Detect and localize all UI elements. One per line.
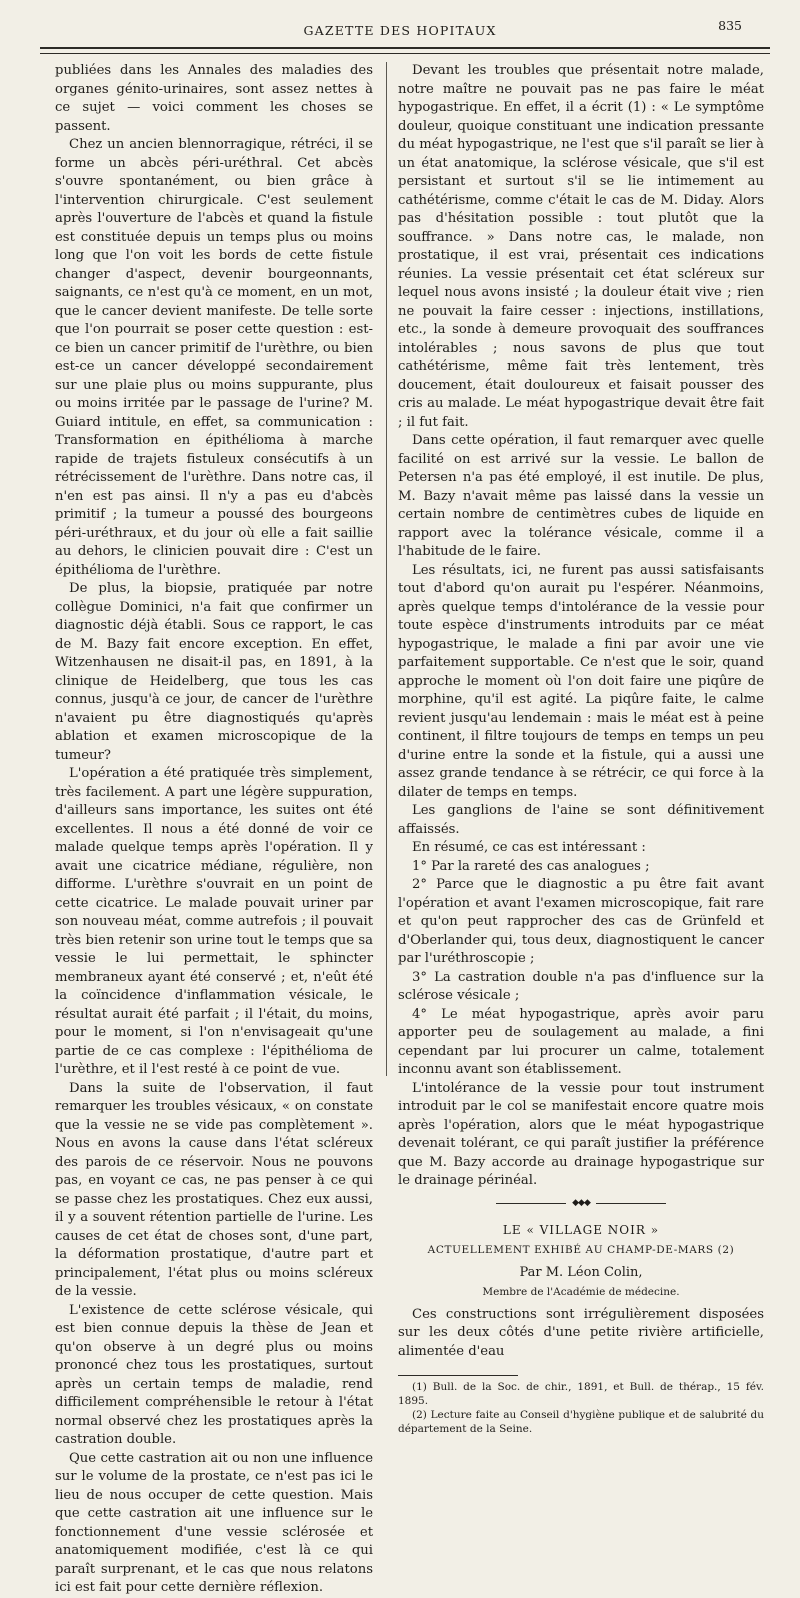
right-paragraph-1: Devant les troubles que présentait notre malade, notre maître ne pouvait pas ne pas faire le méat hypogastrique. En effet, il a écrit (1) : « Le symptôme douleur, quoique constituant une indication pressante du méat hypogastrique, ne l'est que s'il paraît se lier à un état anatomique, la sclérose vésicale, que s'il est persistant et surtout s'il se lie intimement au cathétérisme, comme c'était le cas de M. Diday. Alors pas d'hésitation possible : tout plutôt que la souffrance. » Dans notre cas, le malade, non prostatique, il est vrai, présentait ces indications réunies. La vessie présentait cet état scléreux sur lequel nous avons insisté ; la douleur était vive ; rien ne pouvait la faire cesser : injections, instillations, etc., la sonde à demeure provoquait des souffrances intolérables ; nous savons de plus que tout cathétérisme, même fait très lentement, très doucement, était douloureux et faisait pousser des cris au malade. Le méat hypogastrique devait être fait ; il fut fait. [398,63,764,430]
separator-line-left [496,1203,566,1204]
summary-item-4: 4° Le méat hypogastrique, après avoir paru apporter peu de soulagement au malade, a fini cependant par lui procurer un calme, totalement inconnu avant son établissement. [398,1006,764,1077]
left-paragraph-5: Dans la suite de l'observation, il faut remarquer les troubles vésicaux, « on constate que la vessie ne se vide pas complètement ». Nous en avons la cause dans l'état scléreux des parois de ce réservoir. Nous ne pouvons pas, en voyant ce cas, ne pas penser à ce qui se passe chez les prostatiques. Chez eux aussi, il y a souvent rétention partielle de l'urine. Les causes de cet état de choses sont, d'une part, la déformation prostatique, d'autre part et principalement, l'état plus ou moins scléreux de la vessie. [55,1080,373,1299]
header-rule-thin [40,53,770,54]
right-paragraph-4: Les ganglions de l'aine se sont définitivement affaissés. [398,803,764,837]
summary-item-1: 1° Par la rareté des cas analogues ; [412,858,650,874]
section-separator [398,1198,764,1209]
left-paragraph-7: Que cette castration ait ou non une influence sur le volume de la prostate, ce n'est pas ici le lieu de nous occuper de cette question. Mais que cette castration ait une influence sur le fonctionnement d'une vessie sclérosée et anatomiquement modifiée, c'est là ce qui paraît surprenant, et le cas que nous relatons ici est fait pour cette dernière réflexion. [55,1450,373,1595]
summary-item-2: 2° Parce que le diagnostic a pu être fait avant l'opération et avant l'examen microscopique, fait rare et qu'on peut rapprocher des cas de Grünfeld et d'Oberlander qui, tous deux, diagnostiquent le cancer par l'uréthroscopie ; [398,877,764,966]
header-rule-thick [40,47,770,49]
article-author: Par M. Léon Colin, [519,1264,643,1280]
left-paragraph-4: L'opération a été pratiquée très simplement, très facilement. A part une légère suppuration, d'ailleurs sans importance, les suites ont été excellentes. Il nous a été donné de voir ce malade quelque temps après l'opération. Il y avait une cicatrice médiane, régulière, non difforme. L'urèthre s'ouvrait en un point de cette cicatrice. Le malade pouvait uriner par son nouveau méat, comme autrefois ; il pouvait très bien retenir son urine tout le temps que sa vessie le lui permettait, le sphincter membraneux ayant été conservé ; et, n'eût été la coïncidence d'inflammation vésicale, le résultat aurait été parfait ; il l'était, du moins, pour le moment, si l'on n'envisageait qu'une partie de ce cas complexe : l'épithélioma de l'urèthre, et il l'est resté à ce point de vue. [55,766,373,1077]
article-subtitle: ACTUELLEMENT EXHIBÉ AU CHAMP-DE-MARS (2) [427,1244,735,1256]
left-paragraph-2: Chez un ancien blennorragique, rétréci, il se forme un abcès péri-uréthral. Cet abcès s'ouvre spontanément, ou bien grâce à l'intervention chirurgicale. C'est seulement après l'ouverture de l'abcès et quand la fistule est constituée depuis un temps plus ou moins long que l'on voit les bords de cette fistule changer d'aspect, devenir bourgeonnants, saignants, ce n'est qu'à ce moment, en un mot, que le cancer devient manifeste. De telle sorte que l'on pourrait se poser cette question : est-ce bien un cancer primitif de l'urèthre, ou bien est-ce un cancer développé secondairement sur une plaie plus ou moins suppurante, plus ou moins irritée par le passage de l'urine? M. Guiard intitule, en effet, sa communication : Transformation en épithélioma à marche rapide de trajets fistuleux consécutifs à un rétrécissement de l'urèthre. Dans notre cas, il n'en est pas ainsi. Il n'y a pas eu d'abcès primitif ; la tumeur a poussé des bourgeons péri-uréthraux, et du jour où elle a fait saillie au dehors, le clinicien pouvait dire : C'est un épithélioma de l'urèthre. [55,137,373,578]
article-title: LE « VILLAGE NOIR » [502,1222,660,1237]
summary-item-3: 3° La castration double n'a pas d'influence sur la sclérose vésicale ; [398,969,764,1003]
separator-line-right [596,1203,666,1204]
right-paragraph-5: En résumé, ce cas est intéressant : [412,840,646,855]
page-header [20,20,780,42]
right-column [398,62,764,1436]
journal-title: GAZETTE DES HOPITAUX [303,23,497,38]
left-column [55,62,373,1598]
footnote-rule [398,1375,518,1376]
right-paragraph-2: Dans cette opération, il faut remarquer avec quelle facilité on est arrivé sur la vessie. Le ballon de Petersen n'a pas été employé, il est inutile. De plus, M. Bazy n'avait même pas laissé dans la vessie un certain nombre de centimètres cubes de liquide en rapport avec la tolérance vésicale, comme il a l'habitude de le faire. [398,433,764,559]
footnotes [398,1380,764,1436]
footnote-1: (1) Bull. de la Soc. de chir., 1891, et Bull. de thérap., 15 fév. 1895. [398,1381,764,1407]
left-paragraph-6: L'existence de cette sclérose vésicale, qui est bien connue depuis la thèse de Jean et qu'on observe à un degré plus ou moins prononcé chez tous les prostatiques, surtout après un certain temps de maladie, rend difficilement compréhensible le retour à l'état normal observé chez les prostatiques après la castration double. [55,1302,373,1447]
left-paragraph-1: publiées dans les Annales des maladies des organes génito-urinaires, sont assez nettes à ce sujet — voici comment les choses se passent. [55,63,373,134]
separator-ornament-icon: ◆◆◆ [572,1198,590,1209]
left-paragraph-3: De plus, la biopsie, pratiquée par notre collègue Dominici, n'a fait que confirmer un diagnostic déjà établi. Sous ce rapport, le cas de M. Bazy fait encore exception. En effet, Witzenhausen ne disait-il pas, en 1891, à la clinique de Heidelberg, que tous les cas connus, jusqu'à ce jour, de cancer de l'urèthre n'avaient pu être diagnostiqués qu'après ablation et examen microscopique de la tumeur? [55,581,373,763]
right-paragraph-3: Les résultats, ici, ne furent pas aussi satisfaisants tout d'abord qu'on aurait pu l'espérer. Néanmoins, après quelque temps d'intolérance de la vessie pour toute espèce d'instruments introduits par ce méat hypogastrique, le malade a fini par avoir une vie parfaitement supportable. Ce n'est que le soir, quand approche le moment où l'on doit faire une piqûre de morphine, qu'il est agité. La piqûre faite, le calme revient jusqu'au lendemain : mais le méat est à peine continent, il filtre toujours de temps en temps un peu d'urine entre la sonde et la fistule, qui a aussi une assez grande tendance à se rétrécir, ce qui force à la dilater de temps en temps. [398,562,764,800]
right-closing-paragraph: L'intolérance de la vessie pour tout instrument introduit par le col se manifestait encore quatre mois après l'opération, alors que le méat hypogastrique devenait tolérant, ce qui paraît justifier la préférence que M. Bazy accorde au drainage hypogastrique sur le drainage périnéal. [398,1080,764,1188]
article-first-paragraph: Ces constructions sont irrégulièrement disposées sur les deux côtés d'une petite rivière artificielle, alimentée d'eau [398,1306,764,1359]
author-affiliation: Membre de l'Académie de médecine. [482,1286,680,1298]
column-divider [386,62,387,1076]
page-number: 835 [718,18,742,33]
footnote-2: (2) Lecture faite au Conseil d'hygiène publique et de salubrité du département de la Seine. [398,1409,764,1435]
